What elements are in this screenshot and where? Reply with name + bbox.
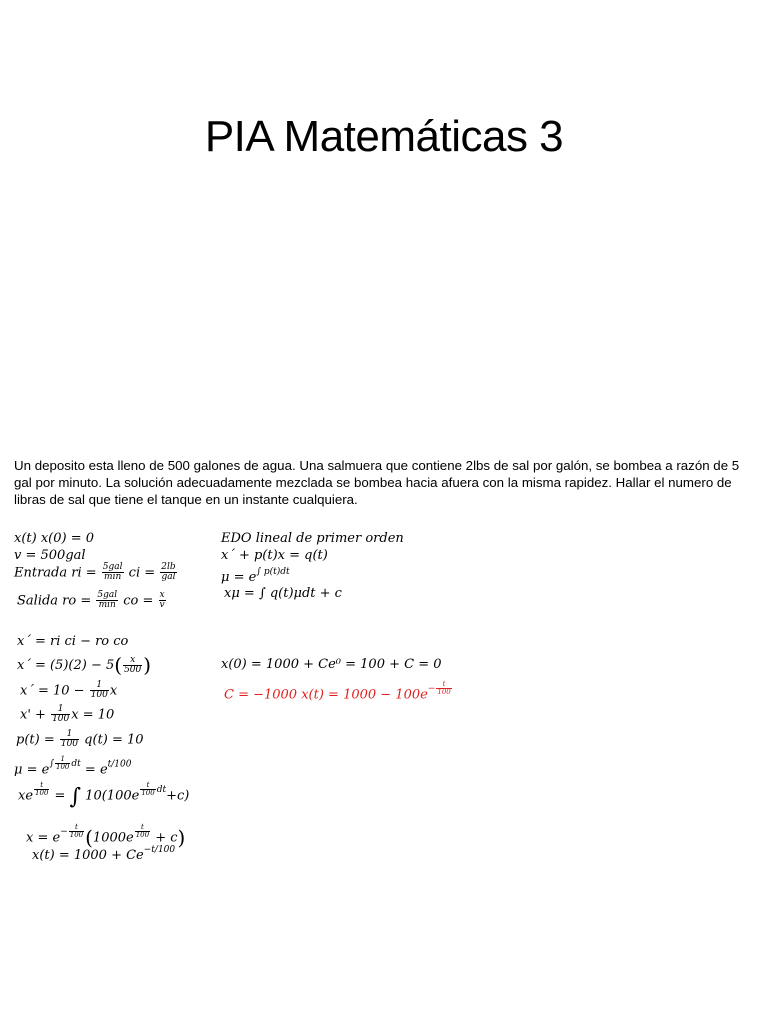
eq-text: +c) (166, 788, 190, 804)
eq-text: Salida ro = (17, 593, 96, 609)
numerator: 1 (90, 681, 109, 691)
denominator: 100 (56, 763, 70, 772)
eq-text: C = −1000 x(t) = 1000 − 100e (224, 687, 428, 703)
eq-text: x(t) = 1000 + Ce (32, 848, 144, 863)
eq-text: μ = e (221, 570, 257, 585)
denominator: 100 (135, 831, 150, 840)
numerator: 5gal (97, 590, 118, 600)
eq-edo-label: EDO lineal de primer orden (221, 531, 404, 546)
eq-volume: v = 500gal (14, 548, 86, 563)
problem-statement: Un deposito esta lleno de 500 galones de agua. Una salmuera que contiene 2lbs de sal por galón, se bombea a razón de 5 gal por minuto. La solución adecuadamente mezclada se bombea hacia afuera con la misma rapidez. Hallar el numero de libras de sal que tiene el tanque en un instante cualquiera. (14, 458, 740, 507)
paren: ) (177, 825, 186, 850)
fraction (102, 563, 124, 583)
fraction (60, 730, 79, 750)
numerator: t (69, 824, 84, 832)
fraction (436, 681, 451, 697)
eq-text: x' + (20, 707, 51, 723)
fraction (34, 782, 49, 798)
numerator: 1 (60, 730, 79, 740)
numerator: x (159, 590, 165, 600)
eq-derivation-1: x´ = ri ci − ro co (17, 634, 129, 649)
eq-derivation-9 (32, 846, 175, 862)
eq-text: x = 10 (71, 707, 115, 723)
exponent: t/100 (107, 759, 132, 770)
eq-text: = e (80, 762, 108, 778)
eq-text: x´ = 10 − (20, 683, 89, 699)
paren: ) (143, 653, 152, 677)
eq-apply-initial-condition: x(0) = 1000 + Ce⁰ = 100 + C = 0 (221, 657, 442, 672)
paren: ( (114, 653, 123, 677)
exponent-text: − (60, 827, 68, 838)
denominator: 100 (437, 688, 451, 697)
eq-derivation-2 (17, 655, 151, 675)
denominator: 100 (60, 739, 79, 750)
eq-text: 1000e (92, 830, 134, 846)
eq-text: p(t) = (16, 732, 59, 748)
denominator: 100 (69, 831, 84, 840)
exponent (60, 823, 85, 840)
denominator: 100 (52, 714, 70, 725)
numerator: 1 (51, 705, 70, 715)
fraction (55, 756, 70, 772)
eq-derivation-6 (14, 756, 131, 776)
denominator: 100 (90, 690, 108, 701)
fraction (90, 681, 109, 701)
exponent (33, 781, 50, 798)
eq-text: 10(100e (81, 788, 140, 804)
eq-text: x (109, 683, 118, 699)
eq-final-solution (224, 681, 453, 701)
eq-general-solution-form: xμ = ∫ q(t)μdt + c (224, 586, 342, 601)
eq-initial-condition: x(t) x(0) = 0 (14, 531, 95, 546)
eq-input-rate (14, 563, 178, 583)
exponent: −t/100 (143, 845, 176, 855)
eq-text: xe (18, 788, 34, 804)
page-title: PIA Matemáticas 3 (204, 112, 564, 161)
denominator: v (159, 600, 165, 611)
eq-integrating-factor (221, 568, 290, 584)
denominator: min (104, 572, 122, 583)
eq-text: μ = e (14, 762, 50, 778)
exponent (49, 755, 81, 772)
eq-derivation-4 (20, 705, 114, 725)
fraction (123, 656, 142, 676)
numerator: t (140, 782, 155, 790)
numerator: t (135, 824, 150, 832)
denominator: 100 (141, 789, 155, 798)
fraction (160, 563, 176, 583)
exponent-text: dt (156, 785, 167, 796)
integral-sign: ∫ (69, 784, 82, 810)
eq-text: x´ = (5)(2) − 5 (17, 658, 115, 673)
exponent: ∫ p(t)dt (256, 567, 290, 577)
numerator: 2lb (161, 562, 176, 572)
eq-text: + c (151, 830, 178, 846)
fraction (69, 824, 84, 840)
denominator: gal (161, 572, 176, 583)
eq-output-rate (17, 591, 167, 611)
exponent-text: − (427, 684, 436, 695)
eq-text: co = (119, 593, 158, 609)
numerator: t (34, 782, 49, 790)
exponent (427, 680, 453, 697)
denominator: 100 (35, 789, 49, 798)
exponent-text: dt (71, 759, 81, 770)
eq-text: x = e (26, 830, 61, 846)
denominator: min (98, 600, 116, 611)
fraction (96, 591, 118, 611)
fraction (159, 591, 166, 611)
numerator: 1 (55, 756, 70, 764)
eq-derivation-5 (16, 730, 144, 750)
eq-derivation-7 (18, 782, 189, 808)
exponent-text: ∫ (49, 759, 55, 770)
eq-text: Entrada ri = (14, 565, 101, 581)
eq-text: q(t) = 10 (80, 732, 144, 748)
exponent (139, 781, 167, 798)
paren: ( (85, 825, 93, 850)
eq-derivation-8 (26, 823, 186, 850)
eq-linear-form: x´ + p(t)x = q(t) (221, 548, 328, 563)
numerator: x (123, 656, 142, 666)
fraction (135, 824, 150, 840)
exponent (134, 823, 151, 840)
fraction (51, 705, 70, 725)
denominator: 500 (124, 665, 142, 675)
numerator: 5gal (102, 562, 123, 572)
eq-derivation-3 (20, 681, 117, 701)
fraction (140, 782, 155, 798)
numerator: t (436, 681, 451, 689)
eq-text: ci = (124, 565, 160, 581)
eq-text: = (50, 788, 70, 804)
